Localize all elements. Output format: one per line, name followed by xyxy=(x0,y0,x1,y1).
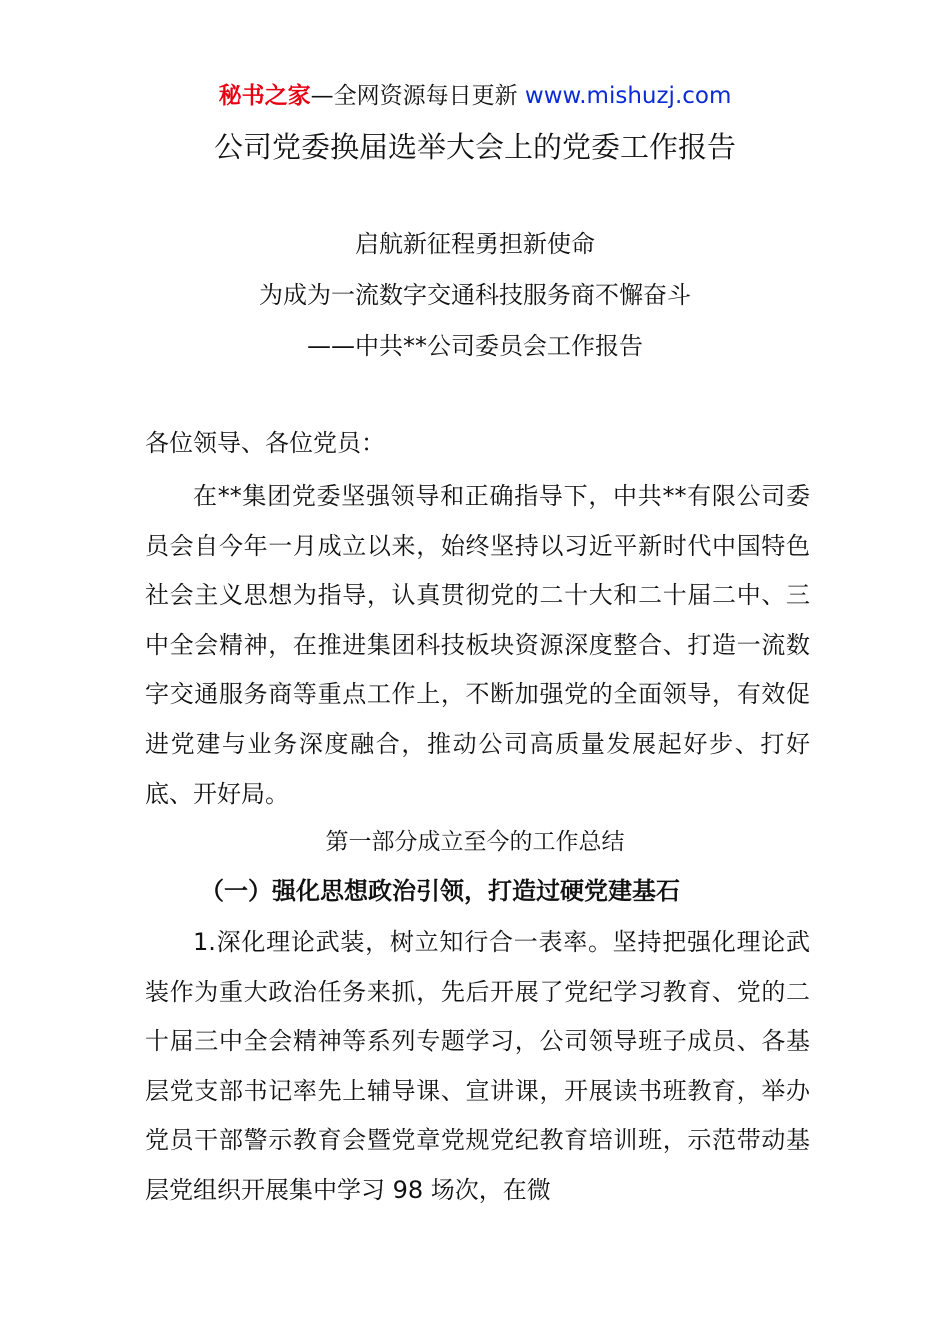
salutation: 各位领导、各位党员： xyxy=(145,429,385,457)
subtitle-line-3: ——中共**公司委员会工作报告 xyxy=(307,332,643,360)
intro-paragraph: 在**集团党委坚强领导和正确指导下，中共**有限公司委员会自今年一月成立以来，始终坚持以习近平新时代中国特色社会主义思想为指导，认真贯彻党的二十大和二十届二中、三中全会精神，在推进集团科技板块资源深度整合、打造一流数字交通服务商等重点工作上，不断加强党的全面领导，有效促进党建与业务深度融合，推动公司高质量发展起好步、打好底、开好局。 xyxy=(145,482,810,808)
section-title: 第一部分成立至今的工作总结 xyxy=(325,829,625,855)
body-paragraph-1: 1.深化理论武装，树立知行合一表率。坚持把强化理论武装作为重大政治任务来抓，先后开展了党纪学习教育、党的二十届三中全会精神等系列专题学习，公司领导班子成员、各基层党支部书记率先上辅导课、宣讲课，开展读书班教育，举办党员干部警示教育会暨党章党规党纪教育培训班，示范带动基层党组织开展集中学习 98 场次，在微 xyxy=(145,928,810,1204)
brand-name: 秘书之家 xyxy=(218,83,311,109)
site-banner xyxy=(0,80,950,112)
subtitle-line-2: 为成为一流数字交通科技服务商不懈奋斗 xyxy=(259,281,691,309)
banner-tagline: —全网资源每日更新 xyxy=(310,83,518,109)
subtitle-line-1: 启航新征程勇担新使命 xyxy=(355,230,595,258)
document-title: 公司党委换届选举大会上的党委工作报告 xyxy=(213,130,736,164)
site-url-link[interactable]: www.mishuzj.com xyxy=(524,83,732,109)
subsection-heading: （一）强化思想政治引领，打造过硬党建基石 xyxy=(200,877,680,905)
